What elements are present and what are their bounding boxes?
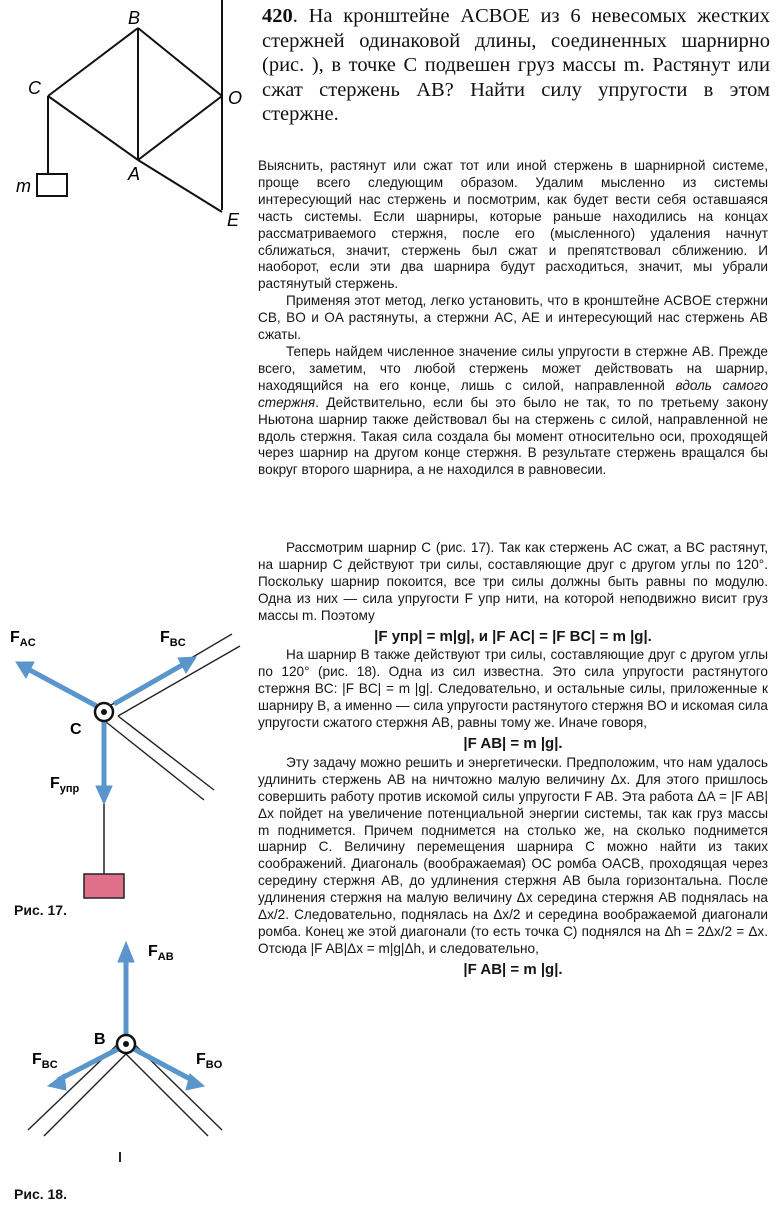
formula-1: |F упр| = m|g|, и |F AC| = |F BC| = m |g|. bbox=[374, 627, 652, 645]
rod-AO bbox=[138, 96, 222, 160]
rod-edge bbox=[118, 716, 214, 790]
fig18 bbox=[0, 930, 262, 1170]
fig17 bbox=[0, 612, 262, 924]
problem-number: 420 bbox=[262, 5, 293, 27]
label-E: E bbox=[227, 210, 240, 230]
para-6: Эту задачу можно решить и энергетически. Предположим, что нам удалось удлинить стержень AB на ничтожно малую величину Δx. Для этого пришлось совершить работу против искомой силы упругости F AB. Эта работа ΔA = |F AB|Δx пойдет на увеличение потенциальной энергии системы, так как груз массы m поднимется. Причем поднимется на столько же, на сколько поднимется шарнир C. Величину перемещения шарнира C можно найти из таких соображений. Диагональ (воображаемая) OC ромба OACB, проходящая через середину стержня AB, до удлинения стержня AB была горизонтальна. После удлинения стержня на малую величину Δx середина стержня AB поднялась на Δx/2. Следовательно, поднялась на Δx/2 и середина воображаемой диагонали ромба. Конец же этой диагонали (то есть точка C) поднялся на Δh = 2Δx/2 = Δx. Отсюда |F AB|Δx = m|g|Δh, и следовательно, bbox=[258, 754, 768, 956]
weight bbox=[84, 874, 124, 898]
rod-CA bbox=[48, 96, 138, 160]
label-F-BC: $F_{BC}$ bbox=[32, 1051, 58, 1071]
solution-lower bbox=[258, 540, 768, 981]
joint-B-center bbox=[123, 1041, 129, 1047]
label-F-BO: $F_{BO}$ bbox=[196, 1051, 223, 1071]
label-B: B bbox=[128, 8, 141, 28]
problem-statement bbox=[262, 4, 770, 127]
label-O: O bbox=[228, 88, 243, 108]
label-F-BC: $F_{BC}$ bbox=[160, 629, 186, 649]
formula-2: |F AB| = m |g|. bbox=[463, 734, 563, 752]
arrow-F-BO bbox=[132, 1048, 192, 1080]
arrowhead-F-upr bbox=[96, 786, 112, 804]
para-3: Теперь найдем численное значение силы упругости в стержне AB. Прежде всего, заметим, что любой стержень может действовать на шарнир, находящийся на его конце, лишь с силой, направленной вдоль самого стержня. Действительно, если бы это было не так, то по третьему закону Ньютона шарнир также действовал бы на стержень с силой, направленной не вдоль стержня. Такая сила создала бы момент относительно оси, проходящей через шарнир на другом конце стержня. В результате стержень вращался бы вокруг второго шарнира, а не находился в равновесии. bbox=[258, 343, 769, 478]
solution-upper bbox=[258, 158, 768, 479]
label-F-upr: $F_{упр}$ bbox=[50, 775, 80, 795]
weight-box bbox=[37, 174, 67, 196]
formula-3: |F AB| = m |g|. bbox=[463, 960, 563, 978]
label-A: A bbox=[128, 164, 141, 184]
fig17-caption: Рис. 17. bbox=[14, 902, 67, 918]
rod-edge bbox=[120, 1048, 208, 1136]
label-B: B bbox=[94, 1031, 106, 1048]
arrow-F-BC bbox=[58, 1048, 120, 1080]
label-m: m bbox=[16, 176, 31, 196]
rod-AE bbox=[138, 160, 222, 212]
rod-edge bbox=[106, 722, 204, 800]
arrowhead-F-AB bbox=[118, 942, 134, 962]
label-C: C bbox=[28, 78, 41, 98]
bracket-figure bbox=[0, 0, 260, 240]
fig18-caption: Рис. 18. bbox=[14, 1186, 67, 1202]
arrowhead-F-BC bbox=[48, 1074, 66, 1090]
problem-text: . На кронштейне ACBOE из 6 невесомых жестких стержней одинаковой длины, соединенных шарнирно (рис. ), в точке C подвешен груз массы m. Растянут или сжат стержень AB? Найти силу упругости в этом стержне. bbox=[262, 5, 770, 125]
arrow-F-AC bbox=[26, 668, 104, 710]
label-C: C bbox=[70, 721, 82, 738]
para-4: Рассмотрим шарнир C (рис. 17). Так как стержень AC сжат, а BC растянут, на шарнир C действуют три силы, составляющие друг с другом углы по 120°. Поскольку шарнир покоится, все три силы должны быть равны по модулю. Одна из них — сила упругости F упр нити, на которой неподвижно висит груз массы m. Поэтому bbox=[258, 540, 768, 623]
rod-edge bbox=[118, 646, 240, 716]
joint-C-center bbox=[101, 709, 107, 715]
label-F-AB: $F_{AB}$ bbox=[148, 943, 174, 963]
para-1: Выяснить, растянут или сжат тот или иной стержень в шарнирной системе, проще всего следующим образом. Удалим мысленно из системы интересующий нас стержень и посмотрим, как будет вести себя оставшаяся часть системы. Если шарниры, которые раньше находились на концах рассматриваемого стержня, после его (мысленного) удаления начнут сближаться, значит, стержень был сжат и препятствовал сближению. И наоборот, если эти два шарнира будут расходиться, значит, мы убрали растянутый стержень. bbox=[258, 158, 768, 292]
para-5: На шарнир B также действуют три силы, составляющие друг с другом углы по 120° (рис. 18). Одна из сил известна. Это сила упругости растянутого стержня BC: |F BC| = m |g|. Следовательно, и остальные силы, приложенные к шарниру B, а именно — сила упругости растянутого стержня BO и искомая сила упругости сжатого стержня AB, равны тому же. Иначе говоря, bbox=[258, 647, 768, 731]
label-F-AC: $F_{AC}$ bbox=[10, 629, 36, 649]
rod-BO bbox=[138, 28, 222, 96]
rod-CB bbox=[48, 28, 138, 96]
para-2: Применяя этот метод, легко установить, что в кронштейне ACBOE стержни CB, BO и OA растянуты, а стержни AC, AE и интересующий нас стержень AB сжаты. bbox=[258, 293, 768, 343]
